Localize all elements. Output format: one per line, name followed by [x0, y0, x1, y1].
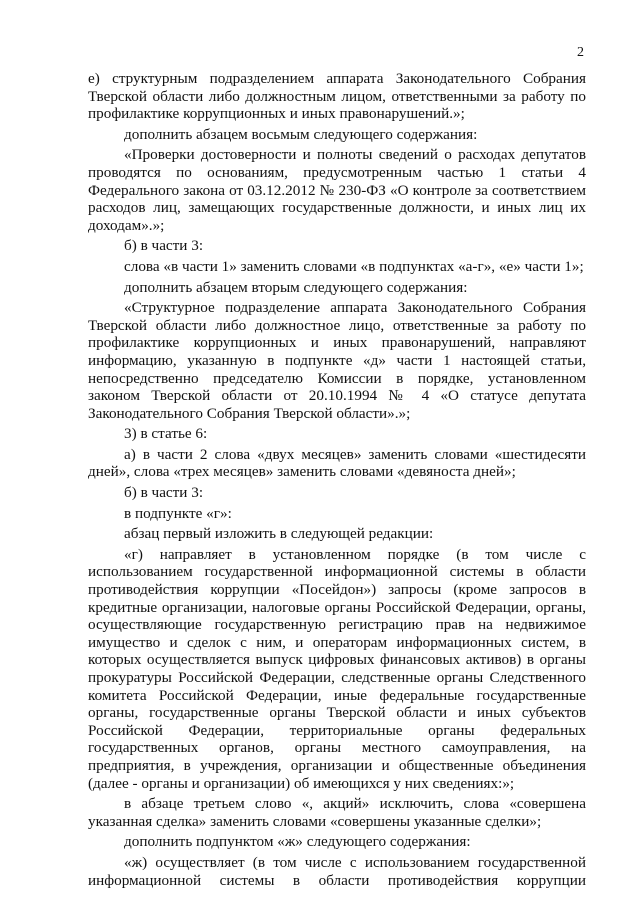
- paragraph-a-part2: а) в части 2 слова «двух месяцев» заменить словами «шестидесяти дней», слова «трех месяцев» заменить словами «девяноста дней»;: [88, 445, 586, 481]
- paragraph-b-part3: б) в части 3:: [124, 237, 204, 255]
- paragraph-subitem-g: в подпункте «г»:: [124, 504, 232, 522]
- paragraph-quote-zh: «ж) осуществляет (в том числе с использованием государственной информационной системы в области противодействия коррупции: [88, 853, 586, 889]
- paragraph-quote-structural-unit: «Структурное подразделение аппарата Законодательного Собрания Тверской области либо должностное лицо, ответственные за работу по профилактике коррупционных и иных правонарушений, направляют информацию, указанную в подпункте «д» части 1 настоящей статьи, непосредственно председателю Комиссии в порядке, установленном законом Тверской области от 20.10.1994 № 4 «О статусе депутата Законодательного Собрания Тверской области».»;: [88, 299, 586, 422]
- paragraph-add-zh: дополнить подпунктом «ж» следующего содержания:: [124, 833, 471, 851]
- paragraph-add-eighth: дополнить абзацем восьмым следующего содержания:: [124, 125, 478, 143]
- paragraph-quote-g: «г) направляет в установленном порядке (в том числе с использованием государственной информационной системы в области противодействия коррупции «Посейдон») запросы (кроме запросов в кредитные организации, налоговые органы Российской Федерации, органы, осуществляющие государственную регистрацию прав на недвижимое имущество и сделок с ним, и операторам информационных систем, в которых осуществляется выпуск цифровых финансовых активов) в органы прокуратуры Российской Федерации, следственные органы Следственного комитета Российской Федерации, иные федеральные государственные органы, государственные органы Тверской области и иных субъектов Российской Федерации, территориальные органы федеральных государственных органов, органы местного самоуправления, на предприятия, в учреждения, организации и общественные объединения (далее - органы и организации) об имеющихся у них сведениях:»;: [88, 545, 586, 792]
- paragraph-quote-verification: «Проверки достоверности и полноты сведений о расходах депутатов проводятся по основаниям, предусмотренным частью 1 статьи 4 Федерального закона от 03.12.2012 № 230-ФЗ «О контроле за соответствием расходов лиц, замещающих государственные должности, и иных лиц их доходам».»;: [88, 146, 586, 234]
- page-number: 2: [577, 45, 584, 60]
- paragraph-add-second: дополнить абзацем вторым следующего содержания:: [124, 278, 468, 296]
- paragraph-first-abzac: абзац первый изложить в следующей редакции:: [124, 525, 434, 543]
- paragraph-item-e: е) структурным подразделением аппарата Законодательного Собрания Тверской области либо должностным лицом, ответственными за работу по профилактике коррупционных и иных правонарушений.»;: [88, 70, 586, 123]
- paragraph-b-part3-second: б) в части 3:: [124, 484, 204, 502]
- paragraph-replace-words: слова «в части 1» заменить словами «в подпунктах «а-г», «е» части 1»;: [124, 257, 584, 275]
- paragraph-article-6: 3) в статье 6:: [124, 425, 208, 443]
- document-body: [88, 70, 586, 892]
- paragraph-third-abzac: в абзаце третьем слово «, акций» исключить, слова «совершена указанная сделка» заменить словами «совершены указанные сделки»;: [88, 795, 586, 830]
